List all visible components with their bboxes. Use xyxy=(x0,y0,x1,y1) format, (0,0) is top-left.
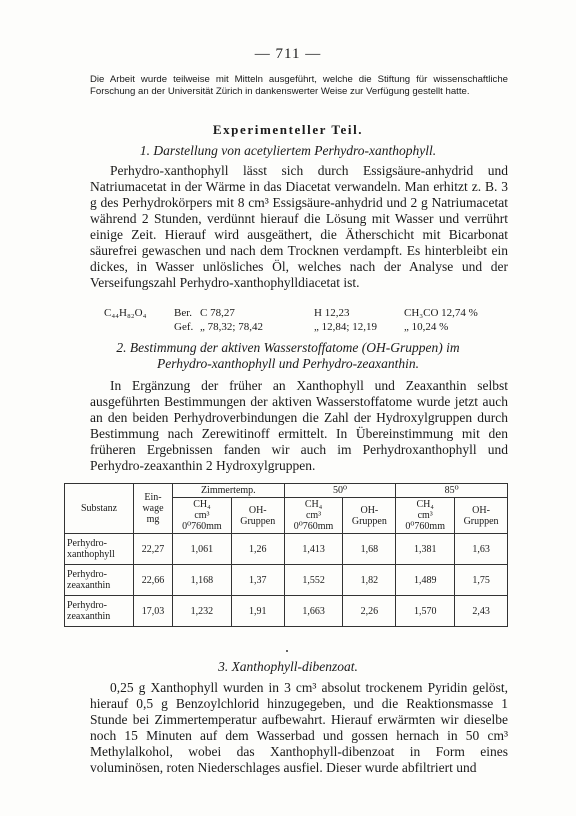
analysis-row-found xyxy=(104,320,508,334)
table-row xyxy=(65,534,508,565)
cell-value: 1,26 xyxy=(231,534,284,565)
analysis-label: Ber. xyxy=(174,307,193,319)
subsection-title-2-line2: Perhydro-xanthophyll und Perhydro-zeaxanthin. xyxy=(156,356,420,371)
page-number: — 711 — xyxy=(254,46,322,62)
analysis-carbon: „ 78,32; 78,42 xyxy=(200,321,263,333)
cell-value: 1,663 xyxy=(284,596,343,627)
cell-value: 1,82 xyxy=(343,565,396,596)
table-row xyxy=(65,565,508,596)
footnote: Die Arbeit wurde teilweise mit Mitteln ausgeführt, welche die Stiftung für wissenschaftliche Forschung an der Universität Zürich in dankenswerter Weise zur Verfügung gestellt hatte. xyxy=(90,74,508,97)
cell-substance: Perhydro- zeaxanthin xyxy=(65,596,134,627)
subsection-title-2 xyxy=(0,340,576,372)
section-title: Experimenteller Teil. xyxy=(212,122,364,137)
paragraph-2: In Ergänzung der früher an Xanthophyll und Zeaxanthin selbst ausgeführten Bestimmungen der aktiven Wasserstoffatome wurde jetzt auch an den beiden Perhydroverbindungen die Zahl der Hydroxylgruppen durch Bestimmung nach Zerewitinoff ermittelt. In Übereinstimmung mit den früheren Ergebnissen fanden wir auch im Perhydroxanthophyll und Perhydro-zeaxanthin 2 Hydroxylgruppen. xyxy=(90,378,508,473)
analysis-acetyl: CH₃CO 12,74 % xyxy=(404,307,478,319)
header-oh: OH- Gruppen xyxy=(231,498,284,534)
cell-mg: 22,27 xyxy=(134,534,173,565)
cell-value: 1,552 xyxy=(284,565,343,596)
subsection-title-3: 3. Xanthophyll-dibenzoat. xyxy=(218,659,358,674)
header-ch4: CH₄ cm³ 0⁰760mm xyxy=(173,498,232,534)
analysis-acetyl: „ 10,24 % xyxy=(404,321,449,333)
cell-value: 2,43 xyxy=(455,596,508,627)
cell-substance: Perhydro- zeaxanthin xyxy=(65,565,134,596)
header-ch4: CH₄ cm³ 0⁰760mm xyxy=(284,498,343,534)
table-row xyxy=(65,596,508,627)
cell-value: 1,168 xyxy=(173,565,232,596)
cell-value: 1,381 xyxy=(396,534,455,565)
header-oh: OH- Gruppen xyxy=(343,498,396,534)
cell-value: 1,570 xyxy=(396,596,455,627)
cell-value: 1,68 xyxy=(343,534,396,565)
header-ch4: CH₄ cm³ 0⁰760mm xyxy=(396,498,455,534)
paragraph-1: Perhydro-xanthophyll lässt sich durch Essigsäure-anhydrid und Natriumacetat in der Wärme in das Diacetat verwandeln. Man erhitzt z. B. 3 g des Perhydrokörpers mit 8 cm³ Essigsäure-anhydrid und 2 g Natriumacetat während 2 Stunden, verdünnt hierauf die Lösung mit Wasser und verrührt einige Zeit. Hierauf wird ausgeäthert, die Ätherschicht mit Bicarbonat säurefrei gewaschen und nach dem Trocknen verdampft. Es hinterbleibt ein dickes, in Wasser unlösliches Öl, welches nach der Analyse und der Verseifungszahl Perhydro-xanthophylldiacetat ist. xyxy=(90,163,508,290)
cell-value: 1,63 xyxy=(455,534,508,565)
analysis-label: Gef. xyxy=(174,321,194,333)
header-group-room-temp: Zimmertemp. xyxy=(173,484,285,498)
header-substanz: Substanz xyxy=(65,484,134,534)
analysis-carbon: C 78,27 xyxy=(200,307,235,319)
cell-value: 1,37 xyxy=(231,565,284,596)
ink-dot xyxy=(286,650,288,652)
cell-value: 1,061 xyxy=(173,534,232,565)
cell-value: 2,26 xyxy=(343,596,396,627)
results-table xyxy=(64,483,508,627)
cell-mg: 17,03 xyxy=(134,596,173,627)
cell-value: 1,91 xyxy=(231,596,284,627)
cell-value: 1,413 xyxy=(284,534,343,565)
subsection-title-1: 1. Darstellung von acetyliertem Perhydro-xanthophyll. xyxy=(139,143,437,158)
paragraph-3: 0,25 g Xanthophyll wurden in 3 cm³ absolut trockenem Pyridin gelöst, hierauf 0,5 g Benzoylchlorid hinzugegeben, und die Reaktionsmasse 1 Stunde bei Zimmertemperatur aufbewahrt. Hierauf erwärmten wir dieselbe noch 15 Minuten auf dem Wasserbad und gossen hernach in 50 cm³ Methylalkohol, wobei das Xanthophyll-dibenzoat in Form eines voluminösen, roten Niederschlages ausfiel. Dieser wurde abfiltriert und xyxy=(90,680,508,775)
cell-value: 1,489 xyxy=(396,565,455,596)
analysis-formula: C₄₄H₈₂O₄ xyxy=(104,307,147,319)
analysis-row-calculated xyxy=(104,306,508,320)
header-einwage: Ein- wage mg xyxy=(134,484,173,534)
analysis-hydrogen: H 12,23 xyxy=(314,307,350,319)
cell-value: 1,75 xyxy=(455,565,508,596)
analysis-hydrogen: „ 12,84; 12,19 xyxy=(314,321,377,333)
cell-mg: 22,66 xyxy=(134,565,173,596)
header-group-50: 50⁰ xyxy=(284,484,396,498)
header-oh: OH- Gruppen xyxy=(455,498,508,534)
cell-substance: Perhydro- xanthophyll xyxy=(65,534,134,565)
analysis-block xyxy=(104,306,508,334)
table-header-row xyxy=(65,484,508,498)
header-group-85: 85⁰ xyxy=(396,484,508,498)
cell-value: 1,232 xyxy=(173,596,232,627)
subsection-title-2-line1: 2. Bestimmung der aktiven Wasserstoffatome (OH-Gruppen) im xyxy=(116,340,460,355)
